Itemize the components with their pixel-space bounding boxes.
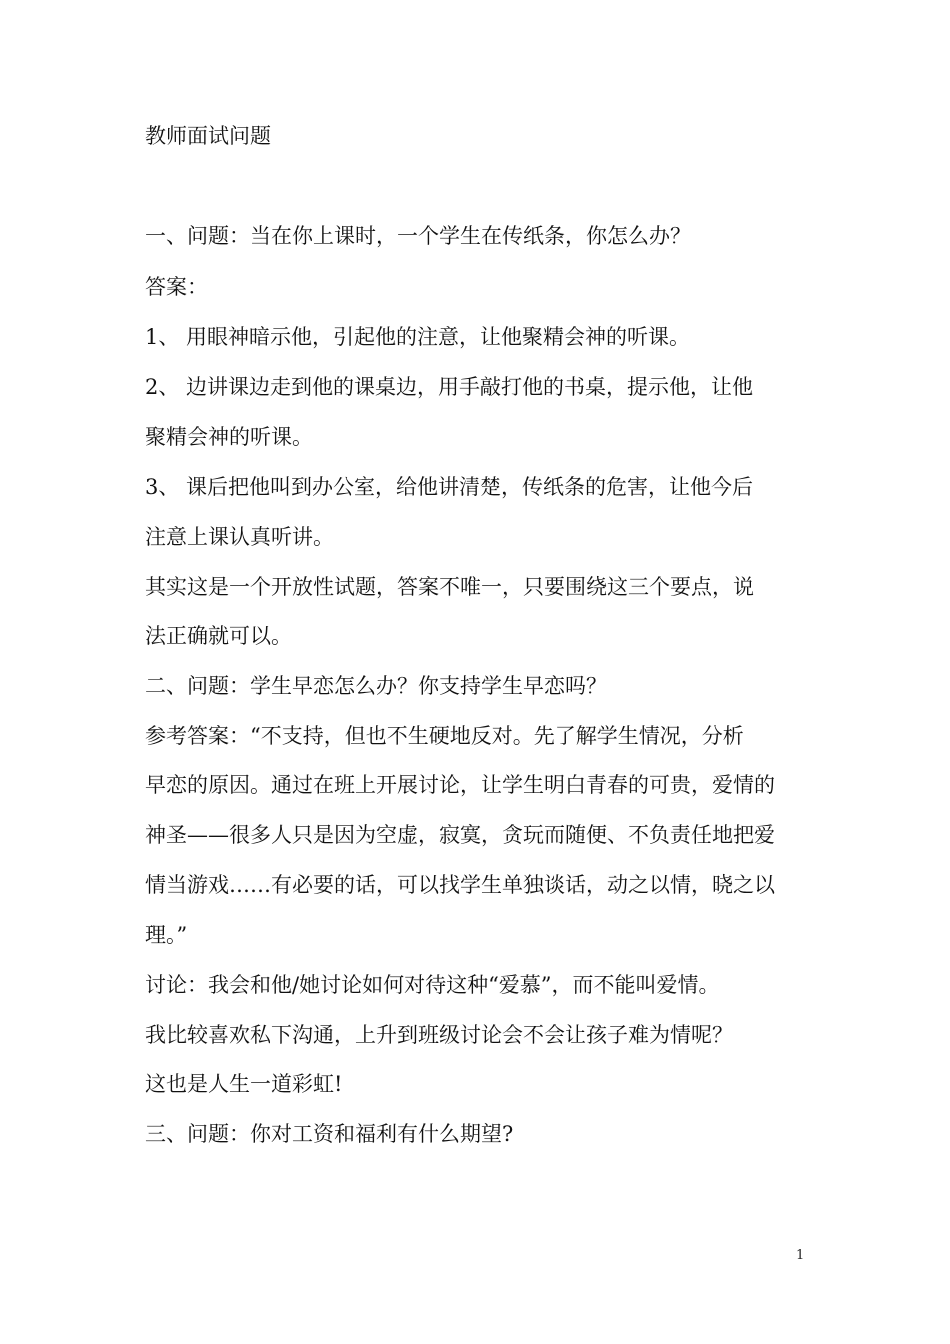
question-1: 一、问题：当在你上课时，一个学生在传纸条，你怎么办？ xyxy=(145,224,691,248)
answer-item-2-continued: 聚精会神的听课。 xyxy=(145,425,313,449)
answer-label-1: 答案： xyxy=(145,275,208,299)
page-number: 1 xyxy=(796,1248,805,1263)
discussion-line-2: 我比较喜欢私下沟通，上升到班级讨论会不会让孩子难为情呢？ xyxy=(145,1023,733,1047)
discussion-line-3: 这也是人生一道彩虹! xyxy=(145,1072,343,1096)
answer-note-continued: 法正确就可以。 xyxy=(145,624,292,648)
reference-answer-line-3: 神圣——很多人只是因为空虚，寂寞，贪玩而随便、不负责任地把爱 xyxy=(145,823,775,847)
document-title: 教师面试问题 xyxy=(145,124,271,148)
reference-answer-line-4: 情当游戏……有必要的话，可以找学生单独谈话，动之以情，晓之以 xyxy=(145,873,775,897)
answer-item-2: 2、 边讲课边走到他的课桌边，用手敲打他的书桌，提示他，让他 xyxy=(145,375,754,399)
answer-item-1: 1、 用眼神暗示他，引起他的注意，让他聚精会神的听课。 xyxy=(145,325,691,349)
reference-answer-line-2: 早恋的原因。通过在班上开展讨论，让学生明白青春的可贵，爱情的 xyxy=(145,773,775,797)
question-3: 三、问题：你对工资和福利有什么期望? xyxy=(145,1122,514,1146)
answer-item-3-continued: 注意上课认真听讲。 xyxy=(145,525,334,549)
reference-answer-line-5: 理。” xyxy=(145,923,188,947)
reference-answer: 参考答案：“不支持，但也不生硬地反对。先了解学生情况，分析 xyxy=(145,724,744,748)
discussion-line-1: 讨论：我会和他/她讨论如何对待这种“爱慕”，而不能叫爱情。 xyxy=(145,973,720,997)
question-2: 二、问题：学生早恋怎么办？你支持学生早恋吗？ xyxy=(145,674,607,698)
answer-note: 其实这是一个开放性试题，答案不唯一，只要围绕这三个要点，说 xyxy=(145,575,754,599)
answer-item-3: 3、 课后把他叫到办公室，给他讲清楚，传纸条的危害，让他今后 xyxy=(145,475,754,499)
